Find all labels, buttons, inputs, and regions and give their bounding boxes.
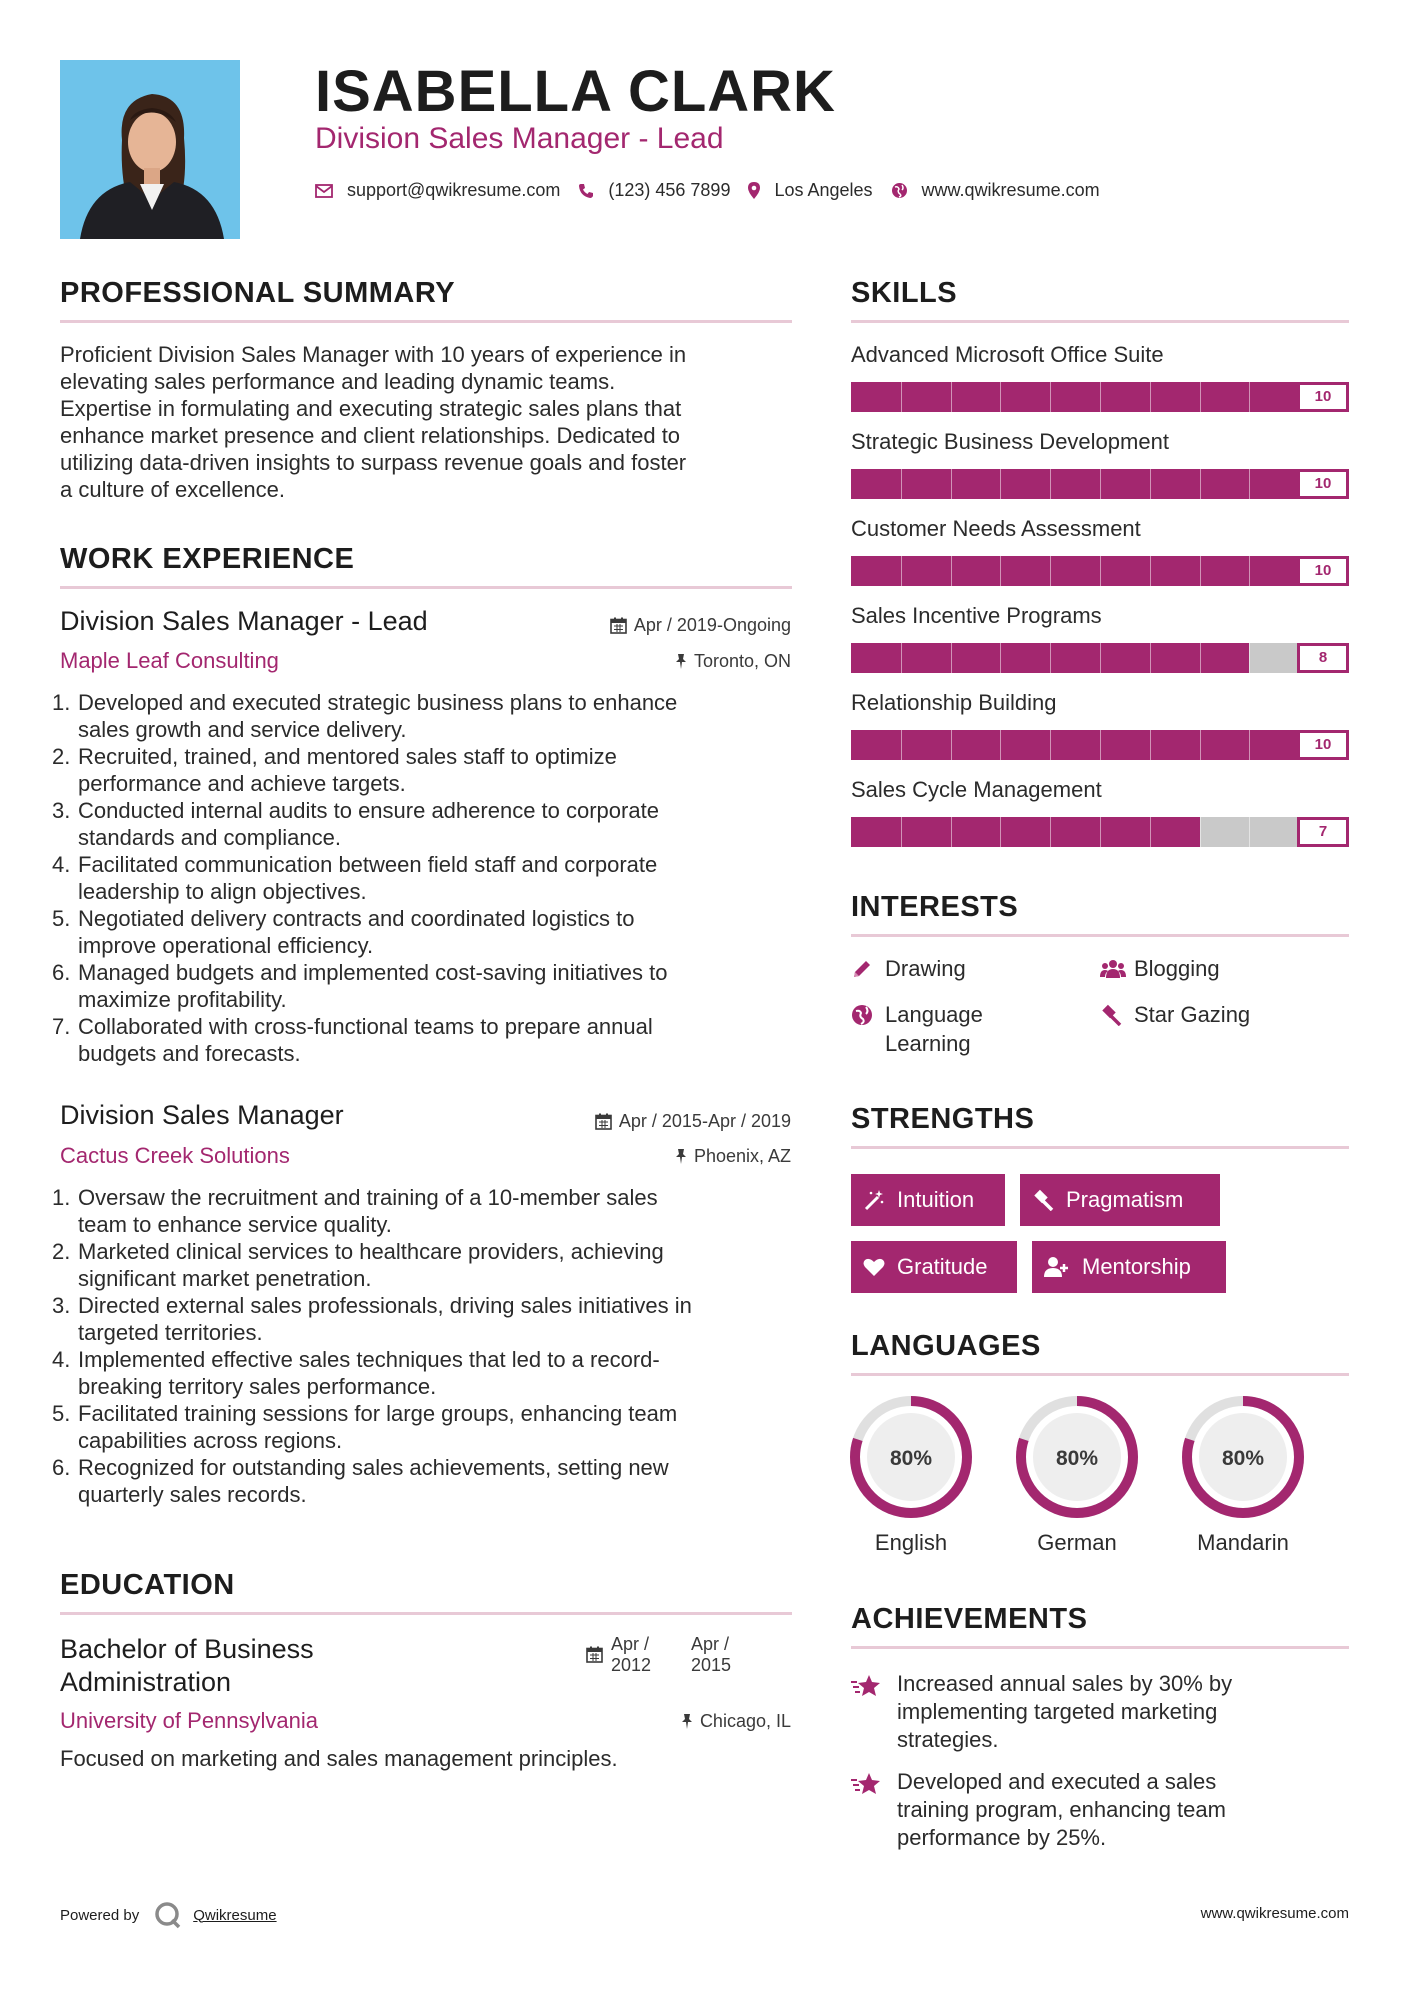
strength-chip-pragmatism <box>1020 1174 1220 1226</box>
interest-line: Learning <box>885 1031 971 1056</box>
star-icon <box>851 1768 897 1803</box>
location-text: Los Angeles <box>774 180 873 200</box>
list-line: Marketed clinical services to healthcare providers, achieving <box>78 1239 664 1264</box>
interest-label: Star Gazing <box>1134 1002 1251 1027</box>
list-line: Facilitated training sessions for large groups, enhancing team <box>78 1401 678 1426</box>
list-line: Directed external sales professionals, driving sales initiatives in <box>78 1293 692 1318</box>
skill-bar <box>851 556 1349 586</box>
pushpin-icon <box>675 1148 687 1165</box>
strength-chip-intuition <box>851 1174 1005 1226</box>
list-number: 4. <box>52 1347 71 1372</box>
achievement-line: training program, enhancing team <box>897 1797 1226 1822</box>
list-item <box>52 1454 782 1508</box>
achievement-line: Increased annual sales by 30% by <box>897 1671 1233 1696</box>
skill-bar-segment <box>1150 382 1151 412</box>
experience-rule <box>60 586 792 589</box>
list-item <box>52 1184 782 1238</box>
list-number: 1. <box>52 690 71 715</box>
skill-level-badge: 8 <box>1297 643 1349 673</box>
skill-bar-segment <box>1150 730 1151 760</box>
list-number: 7. <box>52 1014 71 1039</box>
list-line: Recruited, trained, and mentored sales staff to optimize <box>78 744 617 769</box>
skill-label: Customer Needs Assessment <box>851 516 1141 541</box>
skill-bar-segment <box>1100 730 1101 760</box>
list-number: 6. <box>52 960 71 985</box>
date-line: Apr / <box>611 1634 650 1654</box>
skill-bar-segment <box>901 382 902 412</box>
contact-location <box>748 180 872 201</box>
skill-bar <box>851 817 1349 847</box>
skill-bar-segment <box>1050 643 1051 673</box>
list-line: capabilities across regions. <box>78 1428 343 1453</box>
user-plus-icon <box>1044 1256 1070 1278</box>
website-text: www.qwikresume.com <box>921 180 1100 200</box>
list-line: Conducted internal audits to ensure adherence to corporate <box>78 798 659 823</box>
list-line: Managed budgets and implemented cost-saving initiatives to <box>78 960 668 985</box>
skill-label: Strategic Business Development <box>851 429 1169 454</box>
skill-level-badge: 10 <box>1297 730 1349 760</box>
summary-text <box>60 341 800 503</box>
skill-bar-segment <box>1000 556 1001 586</box>
phone-text: (123) 456 7899 <box>608 180 731 200</box>
skill-bar <box>851 730 1349 760</box>
degree-line: Administration <box>60 1667 232 1697</box>
pushpin-icon <box>675 653 687 670</box>
list-line: Recognized for outstanding sales achievements, setting new <box>78 1455 669 1480</box>
date-line: 2015 <box>691 1655 732 1675</box>
skill-bar-segment <box>1100 556 1101 586</box>
education-note: Focused on marketing and sales management principles. <box>60 1746 618 1771</box>
list-item <box>52 689 782 743</box>
skill-bar-segment <box>1249 817 1250 847</box>
contact-website[interactable] <box>891 180 1100 201</box>
list-line: Oversaw the recruitment and training of a 10-member sales <box>78 1185 658 1210</box>
strength-label: Intuition <box>897 1187 975 1212</box>
list-item <box>52 797 782 851</box>
list-item <box>52 959 782 1013</box>
profile-photo <box>60 60 240 239</box>
list-item <box>52 851 782 905</box>
envelope-icon <box>315 184 333 198</box>
magic-wand-icon <box>863 1189 885 1211</box>
interest-blogging <box>1100 954 1220 987</box>
interest-label: Drawing <box>885 956 966 981</box>
skill-bar-segment <box>901 469 902 499</box>
interest-label <box>885 1000 983 1058</box>
skill-bar-segment <box>1000 643 1001 673</box>
interests-rule <box>851 934 1349 937</box>
portrait-illustration <box>60 60 240 239</box>
strength-chip-mentorship <box>1032 1241 1226 1293</box>
experience-heading: WORK EXPERIENCE <box>60 543 355 575</box>
list-line: Implemented effective sales techniques that led to a record- <box>78 1347 660 1372</box>
skill-bar-segment <box>1050 469 1051 499</box>
list-line: breaking territory sales performance. <box>78 1374 437 1399</box>
skill-bar-segment <box>1050 817 1051 847</box>
school-location <box>681 1711 791 1732</box>
skill-bar-segment <box>1100 643 1101 673</box>
skill-bar-segment <box>951 643 952 673</box>
skill-label: Sales Cycle Management <box>851 777 1102 802</box>
education-rule <box>60 1612 792 1615</box>
list-number: 2. <box>52 1239 71 1264</box>
globe-icon <box>891 182 908 199</box>
list-number: 4. <box>52 852 71 877</box>
list-number: 5. <box>52 1401 71 1426</box>
date-line: 2012 <box>611 1655 652 1675</box>
language-percent: 80% <box>889 1447 933 1470</box>
summary-line: a culture of excellence. <box>60 477 286 502</box>
skill-label: Advanced Microsoft Office Suite <box>851 342 1164 367</box>
strengths-heading: STRENGTHS <box>851 1103 1035 1135</box>
skill-bar-segment <box>1100 817 1101 847</box>
candidate-title: Division Sales Manager - Lead <box>315 122 724 155</box>
interest-drawing <box>851 954 966 987</box>
list-line: standards and compliance. <box>78 825 341 850</box>
list-number: 5. <box>52 906 71 931</box>
interest-line: Language <box>885 1002 983 1027</box>
list-line: Developed and executed strategic business plans to enhance <box>78 690 678 715</box>
language-percent: 80% <box>1221 1447 1265 1470</box>
skill-bar-segment <box>1249 643 1250 673</box>
summary-line: Expertise in formulating and executing strategic sales plans that <box>60 396 682 421</box>
skill-bar-segment <box>901 643 902 673</box>
pencil-icon <box>851 954 885 987</box>
list-line: quarterly sales records. <box>78 1482 307 1507</box>
summary-line: utilizing data-driven insights to surpass revenue goals and foster <box>60 450 687 475</box>
list-item <box>52 905 782 959</box>
achievements-rule <box>851 1646 1349 1649</box>
language-name: German <box>1037 1530 1117 1555</box>
strength-label: Mentorship <box>1082 1254 1191 1279</box>
achievements-heading: ACHIEVEMENTS <box>851 1603 1088 1635</box>
summary-line: Proficient Division Sales Manager with 10 years of experience in <box>60 342 687 367</box>
skill-bar-segment <box>1100 469 1101 499</box>
strength-label: Pragmatism <box>1066 1187 1184 1212</box>
list-line: Negotiated delivery contracts and coordinated logistics to <box>78 906 635 931</box>
job-date-text: Apr / 2019-Ongoing <box>633 615 791 635</box>
skill-bar-fill <box>851 817 1200 847</box>
education-start <box>611 1634 691 1676</box>
gavel-icon <box>1100 1000 1134 1033</box>
skill-bar-segment <box>951 817 952 847</box>
job-location-text: Toronto, ON <box>693 651 791 671</box>
list-number: 6. <box>52 1455 71 1480</box>
date-line: Apr / <box>691 1634 730 1654</box>
achievement-line: performance by 25%. <box>897 1825 1107 1850</box>
list-item <box>52 1013 782 1067</box>
phone-icon <box>578 183 594 199</box>
company-name: Maple Leaf Consulting <box>60 648 279 673</box>
skill-bar-segment <box>1050 730 1051 760</box>
skill-bar-segment <box>901 556 902 586</box>
users-icon <box>1100 954 1134 987</box>
list-line: performance and achieve targets. <box>78 771 406 796</box>
job-date <box>610 615 791 636</box>
skill-level-badge: 10 <box>1297 556 1349 586</box>
achievement-line: implementing targeted marketing <box>897 1699 1218 1724</box>
job-location <box>675 651 791 672</box>
interests-heading: INTERESTS <box>851 891 1019 923</box>
list-item <box>52 1400 782 1454</box>
list-item <box>52 743 782 797</box>
skill-bar-segment <box>951 556 952 586</box>
calendar-icon <box>595 1113 612 1130</box>
skill-bar-segment <box>951 730 952 760</box>
skill-bar-segment <box>1249 382 1250 412</box>
list-line: maximize profitability. <box>78 987 287 1012</box>
skill-level-badge: 10 <box>1297 382 1349 412</box>
achievement-line: Developed and executed a sales <box>897 1769 1217 1794</box>
summary-line: elevating sales performance and leading dynamic teams. <box>60 369 616 394</box>
job-date <box>595 1111 791 1132</box>
skill-bar-segment <box>1200 817 1201 847</box>
skill-bar-segment <box>901 730 902 760</box>
job-location <box>675 1146 791 1167</box>
list-number: 3. <box>52 798 71 823</box>
job-duties-list <box>52 1184 782 1508</box>
skill-bar-segment <box>1200 556 1201 586</box>
skill-bar-segment <box>1000 469 1001 499</box>
skill-bar <box>851 643 1349 673</box>
language-percent: 80% <box>1055 1447 1099 1470</box>
map-pin-icon <box>748 182 760 199</box>
school-name: University of Pennsylvania <box>60 1708 319 1733</box>
skill-label: Sales Incentive Programs <box>851 603 1102 628</box>
list-line: targeted territories. <box>78 1320 263 1345</box>
job-duties-list <box>52 689 782 1067</box>
heart-icon <box>863 1257 885 1277</box>
language-ring <box>1178 1392 1308 1522</box>
education-dates <box>586 1634 751 1676</box>
skill-bar-segment <box>1000 817 1001 847</box>
interest-label: Blogging <box>1134 956 1220 981</box>
qwikresume-logo-icon <box>153 1900 183 1930</box>
skill-bar-segment <box>1150 643 1151 673</box>
list-line: budgets and forecasts. <box>78 1041 301 1066</box>
list-item <box>52 1346 782 1400</box>
list-line: Collaborated with cross-functional teams to prepare annual <box>78 1014 653 1039</box>
degree-title <box>60 1633 314 1699</box>
skill-bar-segment <box>1050 382 1051 412</box>
languages-rule <box>851 1373 1349 1376</box>
list-line: Facilitated communication between field staff and corporate <box>78 852 658 877</box>
qwikresume-link[interactable]: Qwikresume <box>193 1906 277 1924</box>
list-line: improve operational efficiency. <box>78 933 374 958</box>
summary-heading: PROFESSIONAL SUMMARY <box>60 277 456 309</box>
language-name: English <box>874 1530 948 1555</box>
language-name: Mandarin <box>1197 1530 1289 1555</box>
list-line: leadership to align objectives. <box>78 879 367 904</box>
list-number: 3. <box>52 1293 71 1318</box>
job-location-text: Phoenix, AZ <box>693 1146 791 1166</box>
list-line: significant market penetration. <box>78 1266 372 1291</box>
footer-website[interactable]: www.qwikresume.com <box>1200 1905 1349 1922</box>
language-ring <box>1012 1392 1142 1522</box>
skill-bar-segment <box>951 382 952 412</box>
achievement-text <box>897 1768 1226 1852</box>
list-number: 2. <box>52 744 71 769</box>
education-heading: EDUCATION <box>60 1569 235 1601</box>
achievement-item <box>851 1768 1226 1852</box>
footer-powered-by <box>60 1900 277 1930</box>
skill-bar-segment <box>1249 469 1250 499</box>
list-item <box>52 1238 782 1292</box>
list-line: sales growth and service delivery. <box>78 717 407 742</box>
achievement-text <box>897 1670 1232 1754</box>
gavel-icon <box>1032 1189 1054 1211</box>
achievement-line: strategies. <box>897 1727 999 1752</box>
skill-bar-segment <box>1150 469 1151 499</box>
contact-phone[interactable] <box>578 180 730 201</box>
skill-bar-segment <box>1150 556 1151 586</box>
star-icon <box>851 1670 897 1705</box>
skill-label: Relationship Building <box>851 690 1057 715</box>
strength-chip-gratitude <box>851 1241 1017 1293</box>
degree-line: Bachelor of Business <box>60 1634 314 1664</box>
skill-bar-segment <box>1249 556 1250 586</box>
list-number: 1. <box>52 1185 71 1210</box>
skill-bar <box>851 469 1349 499</box>
job-title: Division Sales Manager <box>60 1100 344 1130</box>
skill-bar-segment <box>1200 382 1201 412</box>
skill-bar-segment <box>1249 730 1250 760</box>
skills-heading: SKILLS <box>851 277 958 309</box>
skill-bar-segment <box>1150 817 1151 847</box>
candidate-name: ISABELLA CLARK <box>315 59 836 124</box>
skill-bar-segment <box>1000 382 1001 412</box>
skill-bar-segment <box>901 817 902 847</box>
school-location-text: Chicago, IL <box>699 1711 791 1731</box>
skill-level-badge: 10 <box>1297 469 1349 499</box>
language-ring <box>846 1392 976 1522</box>
contact-email[interactable] <box>315 180 560 201</box>
skill-bar-segment <box>1200 469 1201 499</box>
education-end <box>691 1634 751 1676</box>
skill-bar-segment <box>1200 643 1201 673</box>
interest-star-gazing <box>1100 1000 1250 1033</box>
calendar-icon <box>610 617 627 634</box>
skills-rule <box>851 320 1349 323</box>
skill-bar <box>851 382 1349 412</box>
powered-by-text: Powered by <box>60 1906 140 1924</box>
calendar-icon <box>586 1646 603 1663</box>
summary-line: enhance market presence and client relationships. Dedicated to <box>60 423 681 448</box>
achievement-item <box>851 1670 1232 1754</box>
skill-bar-segment <box>1050 556 1051 586</box>
contact-bar <box>315 180 1118 201</box>
globe-icon <box>851 1000 885 1033</box>
email-text: support@qwikresume.com <box>347 180 561 200</box>
skill-bar-segment <box>1000 730 1001 760</box>
languages-heading: LANGUAGES <box>851 1330 1041 1362</box>
skill-bar-segment <box>1100 382 1101 412</box>
list-item <box>52 1292 782 1346</box>
job-title: Division Sales Manager - Lead <box>60 606 428 636</box>
skill-bar-segment <box>951 469 952 499</box>
interest-language-learning <box>851 1000 983 1058</box>
summary-rule <box>60 320 792 323</box>
strength-label: Gratitude <box>897 1254 988 1279</box>
company-name: Cactus Creek Solutions <box>60 1143 290 1168</box>
pushpin-icon <box>681 1713 693 1730</box>
job-date-text: Apr / 2015-Apr / 2019 <box>618 1111 791 1131</box>
strengths-rule <box>851 1146 1349 1149</box>
skill-level-badge: 7 <box>1297 817 1349 847</box>
list-line: team to enhance service quality. <box>78 1212 392 1237</box>
skill-bar-segment <box>1200 730 1201 760</box>
